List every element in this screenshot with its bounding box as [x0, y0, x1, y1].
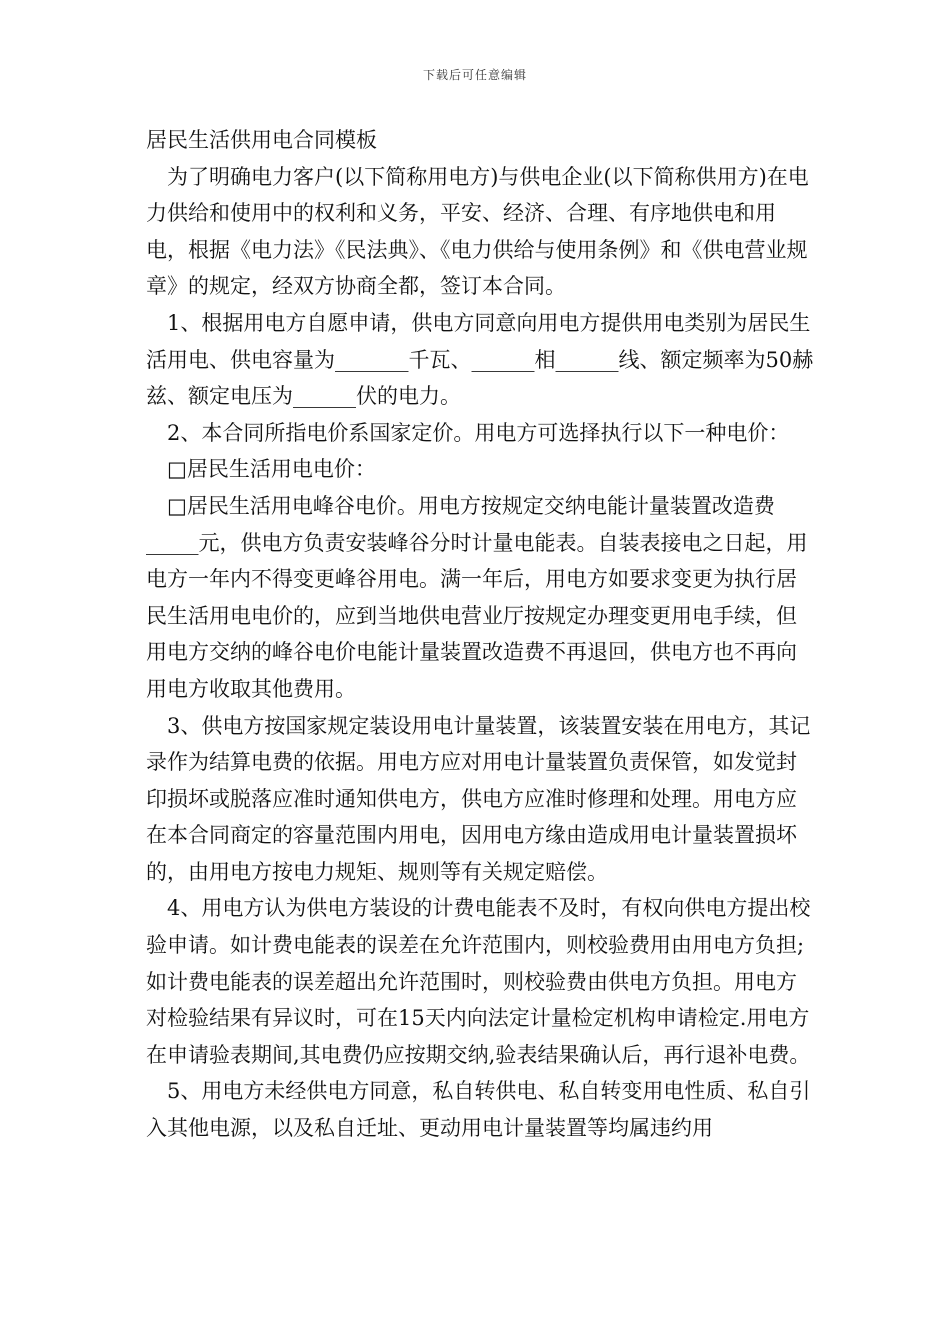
clause-3-paragraph: 3、供电方按国家规定装设用电计量装置，该装置安装在用电方，其记录作为结算电费的依据。用电方应对用电计量装置负责保管，如发觉封印损坏或脱落应准时通知供电方，供电方应准时修理和处理。用电方应在本合同商定的容量范围内用电，因用电方缘由造成用电计量装置损坏的，由用电方按电力规矩、规则等有关规定赔偿。 [146, 713, 811, 884]
page-header: 下载后可任意编辑 [422, 68, 527, 82]
preamble-paragraph: 为了明确电力客户(以下简称用电方)与供电企业(以下简称供用方)在电力供给和使用中的权利和义务，平安、经济、合理、有序地供电和用电，根据《电力法》《民法典》、《电力供给与使用条例》和《供电营业规章》的规定，经双方协商全都，签订本合同。 [146, 164, 809, 299]
option-residential-price: □居民生活用电电价： [167, 457, 376, 482]
clause-4-paragraph: 4、用电方认为供电方装设的计费电能表不及时，有权向供电方提出校验申请。如计费电能表的误差在允许范围内，则校验费用由用电方负担;如计费电能表的误差超出允许范围时，则校验费由供电方负担。用电方对检验结果有异议时，可在15天内向法定计量检定机构申请检定.用电方在申请验表期间,其电费仍应按期交纳,验表结果确认后，再行退补电费。 [146, 896, 811, 1067]
document-title: 居民生活供用电合同模板 [146, 128, 377, 152]
document-body [146, 122, 814, 1147]
clause-2-paragraph: 2、本合同所指电价系国家定价。用电方可选择执行以下一种电价： [167, 420, 790, 445]
clause-1-paragraph: 1、根据用电方自愿申请，供电方同意向用电方提供用电类别为居民生活用电、供电容量为_______千瓦、______相______线、额定频率为50赫兹、额定电压为______伏的电力。 [146, 310, 814, 409]
clause-5-paragraph: 5、用电方未经供电方同意，私自转供电、私自转变用电性质、私自引入其他电源，以及私自迁址、更动用电计量装置等均属违约用 [146, 1079, 811, 1141]
option-peak-valley-price: □居民生活用电峰谷电价。用电方按规定交纳电能计量装置改造费_____元，供电方负责安装峰谷分时计量电能表。自装表接电之日起，用电方一年内不得变更峰谷用电。满一年后，用电方如要求变更为执行居民生活用电电价的，应到当地供电营业厅按规定办理变更用电手续，但用电方交纳的峰谷电价电能计量装置改造费不再退回，供电方也不再向用电方收取其他费用。 [146, 493, 808, 701]
